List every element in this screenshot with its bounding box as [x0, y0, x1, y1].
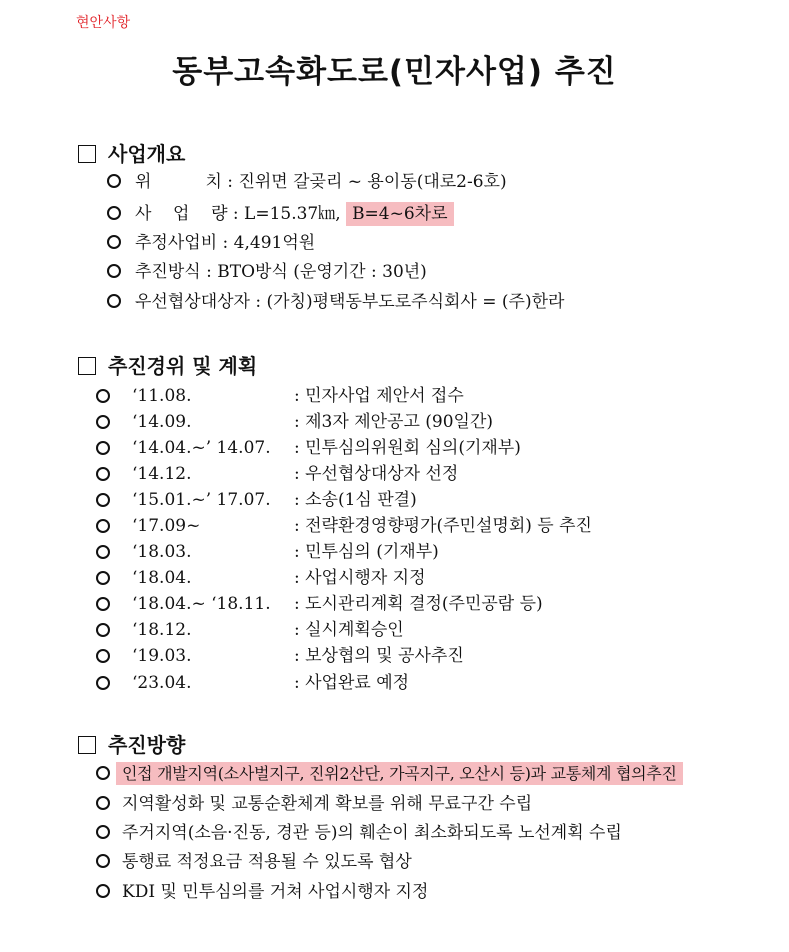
list-item [107, 261, 427, 283]
timeline-desc: : 실시계획승인 [294, 620, 404, 640]
list-item [96, 822, 622, 844]
timeline-desc: : 민투심의 (기재부) [294, 542, 439, 562]
section-heading-text: 추진경위 및 계획 [108, 354, 258, 378]
item-label: 추진방식 [135, 262, 201, 282]
circle-outline-icon [107, 235, 121, 249]
circle-outline-icon [96, 649, 110, 663]
circle-outline-icon [107, 174, 121, 188]
list-item [96, 763, 683, 785]
item-value: 4,491억원 [233, 233, 316, 253]
list-item [96, 881, 428, 903]
timeline-desc: : 사업시행자 지정 [294, 568, 426, 588]
item-text-highlight: 인접 개발지역(소사벌지구, 진위2산단, 가곡지구, 오산시 등)과 교통체계 협의추진 [116, 762, 683, 785]
timeline-desc: : 소송(1심 판결) [294, 490, 417, 510]
item-label: 사 업 량 [135, 204, 228, 224]
circle-outline-icon [96, 415, 110, 429]
item-sep: : [227, 204, 245, 224]
timeline-date: ‘18.04.~ ‘18.11. [132, 594, 271, 614]
item-text: 지역활성화 및 교통순환체계 확보를 위해 무료구간 수립 [122, 794, 533, 814]
item-text: KDI 및 민투심의를 거쳐 사업시행자 지정 [122, 882, 429, 902]
list-item [107, 291, 564, 313]
page-title: 동부고속화도로(민자사업) 추진 [172, 54, 617, 90]
timeline-desc: : 전략환경영향평가(주민설명회) 등 추진 [294, 516, 592, 536]
timeline-date: ‘15.01.~’ 17.07. [132, 490, 271, 510]
square-outline-icon [78, 736, 96, 754]
timeline-desc: : 도시관리계획 결정(주민공람 등) [294, 594, 543, 614]
item-sep: : [221, 172, 239, 192]
item-text: 주거지역(소음·진동, 경관 등)의 훼손이 최소화되도록 노선계획 수립 [122, 823, 622, 843]
section-heading-overview [78, 138, 185, 167]
timeline-desc: : 민자사업 제안서 접수 [294, 386, 464, 406]
timeline-date: ‘14.12. [132, 464, 192, 484]
circle-outline-icon [96, 597, 110, 611]
item-value: BTO방식 (운영기간 : 30년) [217, 262, 427, 282]
item-label: 우선협상대상자 [135, 292, 250, 312]
circle-outline-icon [96, 766, 110, 780]
timeline-date: ‘14.04.~’ 14.07. [132, 438, 271, 458]
section-heading-text: 사업개요 [108, 142, 186, 166]
item-value: (가칭)평택동부도로주식회사 = (주)한라 [266, 292, 565, 312]
item-value-highlight: B=4~6차로 [346, 202, 453, 226]
circle-outline-icon [107, 294, 121, 308]
circle-outline-icon [96, 545, 110, 559]
timeline-date: ‘19.03. [132, 646, 192, 666]
circle-outline-icon [96, 623, 110, 637]
circle-outline-icon [96, 571, 110, 585]
section-heading-direction [78, 729, 185, 758]
circle-outline-icon [96, 796, 110, 810]
list-item [107, 232, 315, 254]
timeline-date: ‘18.03. [132, 542, 192, 562]
item-sep: : [249, 292, 267, 312]
item-label: 위 치 [135, 172, 222, 192]
timeline-desc: : 민투심의위원회 심의(기재부) [294, 438, 521, 458]
circle-outline-icon [96, 441, 110, 455]
list-item [96, 793, 532, 815]
circle-outline-icon [96, 493, 110, 507]
item-sep: : [217, 233, 234, 253]
timeline-date: ‘14.09. [132, 412, 192, 432]
circle-outline-icon [96, 389, 110, 403]
item-value: L=15.37㎞, [244, 204, 347, 224]
item-label: 추정사업비 [135, 233, 218, 253]
list-item [96, 851, 412, 873]
circle-outline-icon [96, 519, 110, 533]
timeline-desc: : 사업완료 예정 [294, 673, 410, 693]
item-sep: : [200, 262, 218, 282]
circle-outline-icon [96, 884, 110, 898]
square-outline-icon [78, 145, 96, 163]
section-heading-text: 추진방향 [108, 733, 186, 757]
circle-outline-icon [96, 676, 110, 690]
circle-outline-icon [96, 467, 110, 481]
item-value: 진위면 갈곶리 ~ 용이동(대로2-6호) [238, 172, 507, 192]
circle-outline-icon [107, 264, 121, 278]
circle-outline-icon [96, 825, 110, 839]
timeline-desc: : 제3자 제안공고 (90일간) [294, 412, 494, 432]
circle-outline-icon [96, 854, 110, 868]
list-item [107, 203, 454, 225]
timeline-date: ‘18.04. [132, 568, 192, 588]
header-tag: 현안사항 [76, 15, 131, 31]
timeline-date: ‘11.08. [132, 386, 192, 406]
circle-outline-icon [107, 206, 121, 220]
item-text: 통행료 적정요금 적용될 수 있도록 협상 [122, 852, 412, 872]
square-outline-icon [78, 357, 96, 375]
list-item [107, 171, 507, 193]
timeline-desc: : 보상협의 및 공사추진 [294, 646, 464, 666]
timeline-date: ‘23.04. [132, 673, 192, 693]
section-heading-history [78, 350, 257, 379]
timeline-date: ‘17.09~ [132, 516, 201, 536]
timeline-date: ‘18.12. [132, 620, 192, 640]
timeline-desc: : 우선협상대상자 선정 [294, 464, 459, 484]
